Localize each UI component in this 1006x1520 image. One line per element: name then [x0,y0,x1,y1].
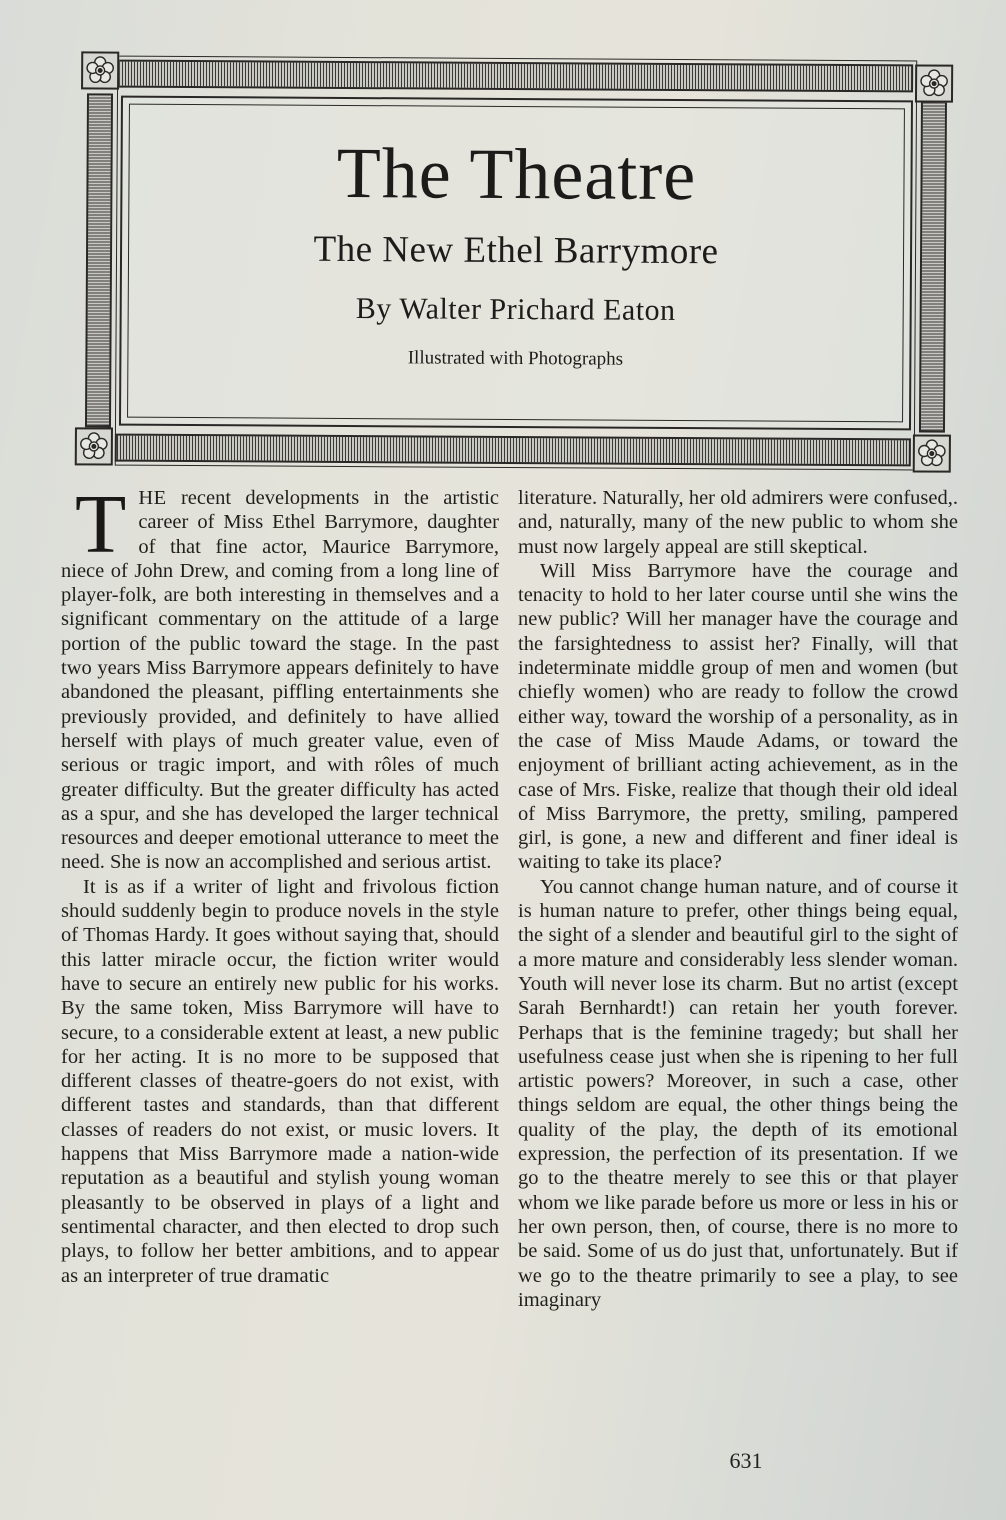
paragraph: You cannot change human nature, and of course it is human nature to prefer, other things being equal, the sight of a slender and beautiful girl to the sight of a more mature and considerably less slender woman. Youth will never lose its charm. But no artist (except Sarah Bernhardt!) can retain her youth forever. Perhaps that is the feminine tragedy; but shall her usefulness cease just when she is ripening to her full artistic powers? Moreover, in such a case, other things seldom are equal, the other things being the quality of the play, the depth of its emotional expression, the perfection of its presentation. If we go to the theatre merely to see this or that player whom we like parade before us more or less in his or her own person, then, of course, there is no more to be said. Some of us do just that, unfortunately. But if we go to the theatre primarily to see a play, to see imaginary [518,875,958,1311]
paragraph [61,478,499,875]
rosette-icon [913,434,951,472]
article-title: The New Ethel Barrymore [313,228,719,273]
frame-band-bottom [115,434,911,467]
paragraph-text: recent developments in the artistic career of Miss Ethel Barrymore, daughter of that fine actor, Maurice Barrymore, niece of John Drew, and coming from a long line of player-folk, are both interesting in themselves and a significant commentary on the attitude of a large portion of the public toward the stage. In the past two years Miss Barrymore appears definitely to have abandoned the pleasant, piffling entertainments she previously provided, and definitely to have allied herself with plays of much greater value, even of serious or tragic import, and with rôles of much greater difficulty. But the greater difficulty has acted as a spur, and she has developed the larger technical resources and deeper emotional utterance to meet the need. She is now an accomplished and serious artist. [61,487,499,874]
page-number: 631 [729,1448,763,1473]
paragraph-continuation: literature. Naturally, her old admirers were confused,. and, naturally, many of the new public to whom she must now largely appeal are still skeptical. [518,487,958,558]
rosette-icon [915,64,953,102]
paragraph: Will Miss Barrymore have the courage and tenacity to hold to her later course until she wins the new public? Will her manager have the courage and the farsightedness to assist her? Finally, will that indeterminate middle group of men and women (but chiefly women) who are ready to follow the crowd either way, toward the worship of a personality, as in the case of Miss Maude Adams, or toward the enjoyment of brilliant acting achievement, as in the case of Mrs. Fiske, realize that though their old ideal of Miss Barrymore, the pretty, smiling, pampered girl, is gone, a new and different and finer ideal is waiting to take its place? [518,559,958,874]
illustration-note: Illustrated with Photographs [407,347,624,370]
opening-smallcaps: HE [138,487,167,509]
ornamental-title-frame [75,49,954,472]
right-column [518,486,958,1312]
byline: By Walter Prichard Eaton [355,292,676,327]
frame-band-top [117,60,913,93]
paragraph: It is as if a writer of light and frivolous fiction should suddenly begin to produce novels in the style of Thomas Hardy. It goes without saying that, should this latter miracle occur, the fiction writer would have to secure an entirely new public for his works. By the same token, Miss Barrymore will have to secure, to a considerable extent at least, a new public for her acting. It is no more to be supposed that different classes of theatre-goers do not exist, with different tastes and standards, than that different classes of readers do not exist, or music lovers. It happens that Miss Barrymore made a nation-wide reputation as a beautiful and stylish young woman pleasantly to be observed in plays of a light and sentimental character, and then elected to drop such plays, to follow her better ambitions, and to appear as an interpreter of true dramatic [61,875,499,1287]
title-block [135,116,897,371]
frame-band-left [85,93,113,427]
drop-cap: T [75,478,127,571]
frame-band-right [919,98,947,432]
rosette-icon [75,427,113,465]
section-title: The Theatre [336,132,697,216]
left-column [61,478,499,1288]
rosette-icon [81,51,119,89]
